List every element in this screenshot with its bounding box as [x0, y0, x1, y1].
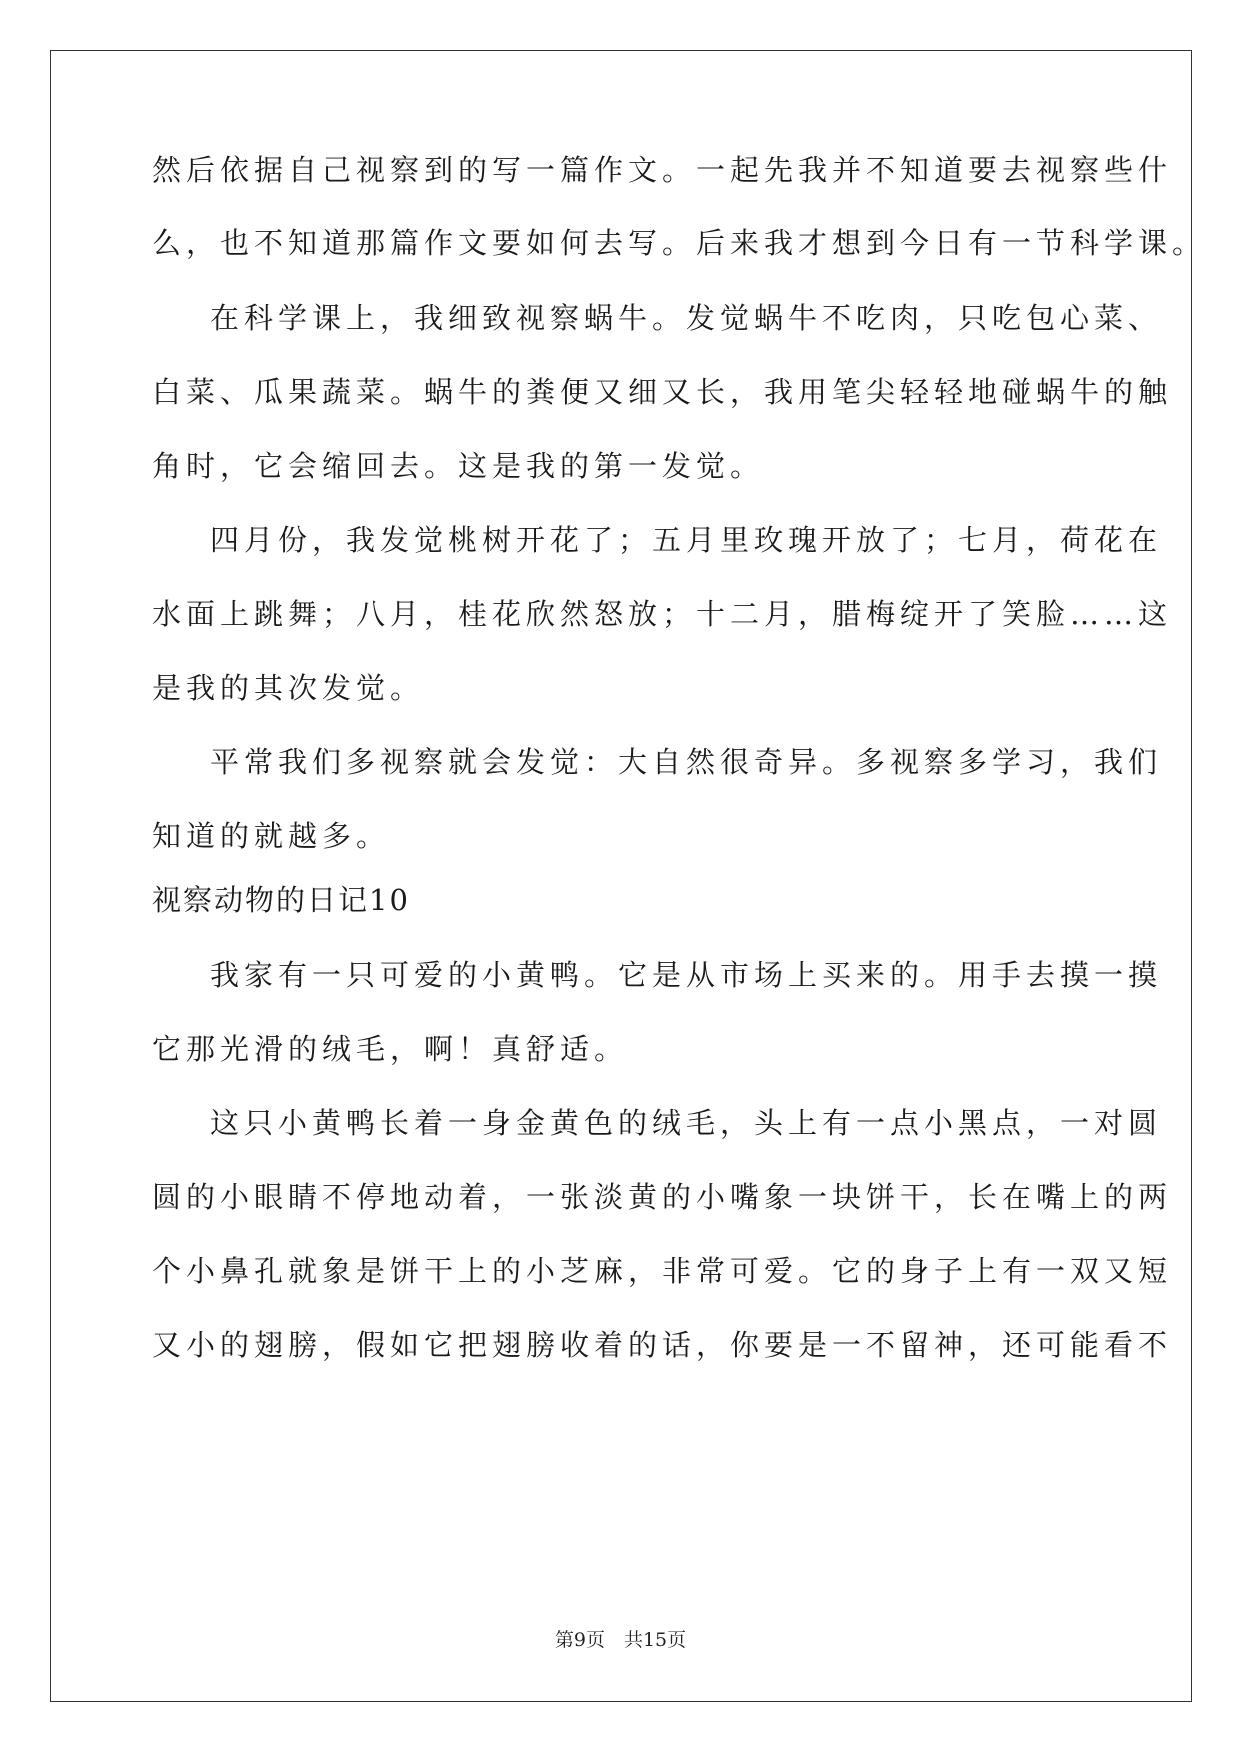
paragraph-line: 平常我们多视察就会发觉：大自然很奇异。多视察多学习，我们 [210, 745, 1163, 779]
text-line: 圆的小眼睛不停地动着，一张淡黄的小嘴象一块饼干，长在嘴上的两 [152, 1180, 1173, 1214]
paragraph-line: 四月份，我发觉桃树开花了；五月里玫瑰开放了；七月，荷花在 [210, 523, 1163, 557]
paragraph-line: 这只小黄鸭长着一身金黄色的绒毛，头上有一点小黑点，一对圆 [210, 1106, 1163, 1140]
text-line: 然后依据自己视察到的写一篇作文。一起先我并不知道要去视察些什 [152, 153, 1173, 187]
text-line: 么，也不知道那篇作文要如何去写。后来我才想到今日有一节科学课。 [152, 226, 1207, 260]
text-line: 白菜、瓜果蔬菜。蜗牛的粪便又细又长，我用笔尖轻轻地碰蜗牛的触 [152, 375, 1173, 409]
section-heading: 视察动物的日记10 [152, 883, 410, 917]
text-line: 水面上跳舞；八月，桂花欣然怒放；十二月，腊梅绽开了笑脸……这 [152, 597, 1173, 631]
text-line: 角时，它会缩回去。这是我的第一发觉。 [152, 449, 765, 483]
text-line: 又小的翅膀，假如它把翅膀收着的话，你要是一不留神，还可能看不 [152, 1328, 1173, 1362]
text-line: 个小鼻孔就象是饼干上的小芝麻，非常可爱。它的身子上有一双又短 [152, 1254, 1173, 1288]
text-line: 是我的其次发觉。 [152, 671, 425, 705]
text-line: 它那光滑的绒毛，啊！真舒适。 [152, 1032, 629, 1066]
paragraph-line: 在科学课上，我细致视察蜗牛。发觉蜗牛不吃肉，只吃包心菜、 [210, 301, 1163, 335]
page-number-footer: 第9页 共15页 [554, 1629, 687, 1651]
paragraph-line: 我家有一只可爱的小黄鸭。它是从市场上买来的。用手去摸一摸 [210, 958, 1163, 992]
text-line: 知道的就越多。 [152, 819, 391, 853]
